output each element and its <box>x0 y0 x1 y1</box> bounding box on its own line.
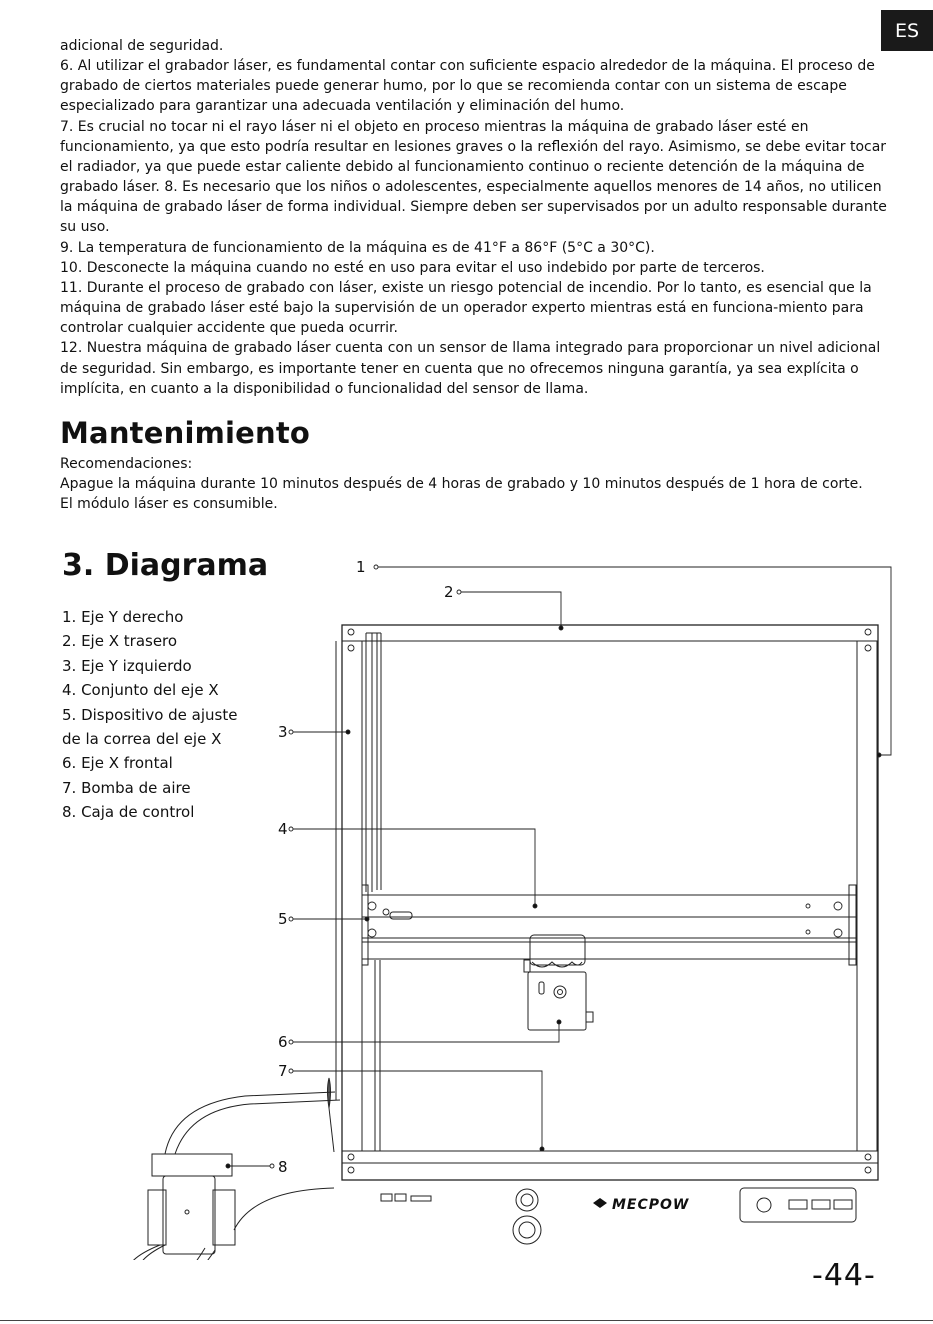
legend-item: 3. Eje Y izquierdo <box>62 656 192 675</box>
legend-item: 6. Eje X frontal <box>62 754 173 773</box>
legend-item: 5. Dispositivo de ajuste de la correa del eje X <box>62 705 238 749</box>
maintenance-line: El módulo láser es consumible. <box>60 496 278 513</box>
page-number: -44- <box>812 1258 876 1293</box>
laser-engraver-diagram <box>0 540 933 1260</box>
maintenance-line: Apague la máquina durante 10 minutos después de 4 horas de grabado y 10 minutos después de 1 hora de corte. <box>60 476 863 493</box>
safety-paragraph: 9. La temperatura de funcionamiento de la máquina es de 41°F a 86°F (5°C a 30°C). <box>60 239 655 256</box>
safety-instructions <box>60 36 890 399</box>
legend-item: 4. Conjunto del eje X <box>62 681 219 700</box>
mecpow-logo-icon <box>593 1198 607 1208</box>
legend-item: 1. Eje Y derecho <box>62 608 184 626</box>
laser-module <box>524 935 593 1030</box>
mecpow-logo <box>593 1197 689 1213</box>
legend-item: 2. Eje X trasero <box>62 632 178 651</box>
maintenance-line: Recomendaciones: <box>60 456 193 472</box>
callout-2: 2 <box>444 583 454 601</box>
callout-4: 4 <box>278 820 288 838</box>
maintenance-section <box>60 454 890 515</box>
legend-item: 8. Caja de control <box>62 803 195 822</box>
brand-logo-text: MECPOW <box>612 1197 690 1213</box>
language-tab: ES <box>881 10 933 51</box>
legend-item: 7. Bomba de aire <box>62 778 191 797</box>
air-pump <box>127 1092 340 1260</box>
safety-paragraph: 6. Al utilizar el grabador láser, es fundamental contar con suficiente espacio alrededor de la máquina. El proceso de grabado de ciertos materiales puede generar humo, por lo que se recomienda contar con un sistema de escape especializado para garantizar una adecuada ventilación y eliminación del humo. <box>60 58 875 115</box>
maintenance-heading: Mantenimiento <box>60 416 311 450</box>
callout-6: 6 <box>278 1033 288 1051</box>
safety-paragraph: adicional de seguridad. <box>60 38 224 54</box>
callout-3: 3 <box>278 723 288 741</box>
footer-rule <box>0 1320 933 1321</box>
diagram-title: 3. Diagrama <box>62 548 269 583</box>
x-axis-gantry <box>362 885 857 965</box>
safety-paragraph: 10. Desconecte la máquina cuando no esté en uso para evitar el uso indebido por parte de terceros. <box>60 259 765 276</box>
safety-paragraph: 7. Es crucial no tocar ni el rayo láser ni el objeto en proceso mientras la máquina de grabado láser esté en funcionamiento, ya que esto podría resultar en lesiones graves o la reflexión del rayo. Asimismo, se debe evitar tocar el radiador, ya que puede estar caliente debido al funcionamiento continuo o reciente detención de la máquina de grabado láser. 8. Es necesario que los niños o adolescentes, especialmente aquellos menores de 14 años, no utilicen la máquina de grabado láser de forma individual. Siempre deben ser supervisados por un adulto responsable durante su uso. <box>60 118 887 236</box>
frame-screws <box>348 629 871 1173</box>
machine-frame <box>336 625 878 1180</box>
callout-lines <box>226 565 891 1168</box>
safety-paragraph: 11. Durante el proceso de grabado con láser, existe un riesgo potencial de incendio. Por lo tanto, es esencial que la máquina de grabado láser esté bajo la supervisión de un operador experto mientras está en funciona-miento para controlar cualquier accidente que pueda ocurrir. <box>60 279 872 337</box>
callout-8: 8 <box>278 1158 288 1176</box>
callout-7: 7 <box>278 1062 288 1080</box>
safety-paragraph: 12. Nuestra máquina de grabado láser cuenta con un sensor de llama integrado para proporcionar un nivel adicional de seguridad. Sin embargo, es importante tener en cuenta que no ofrecemos ninguna garantía, ya sea explícita o implícita, en cuanto a la disponibilidad o funcionalidad del sensor de llama. <box>60 340 881 397</box>
antenna <box>328 1078 335 1152</box>
callout-1: 1 <box>356 558 366 576</box>
callout-5: 5 <box>278 910 288 928</box>
